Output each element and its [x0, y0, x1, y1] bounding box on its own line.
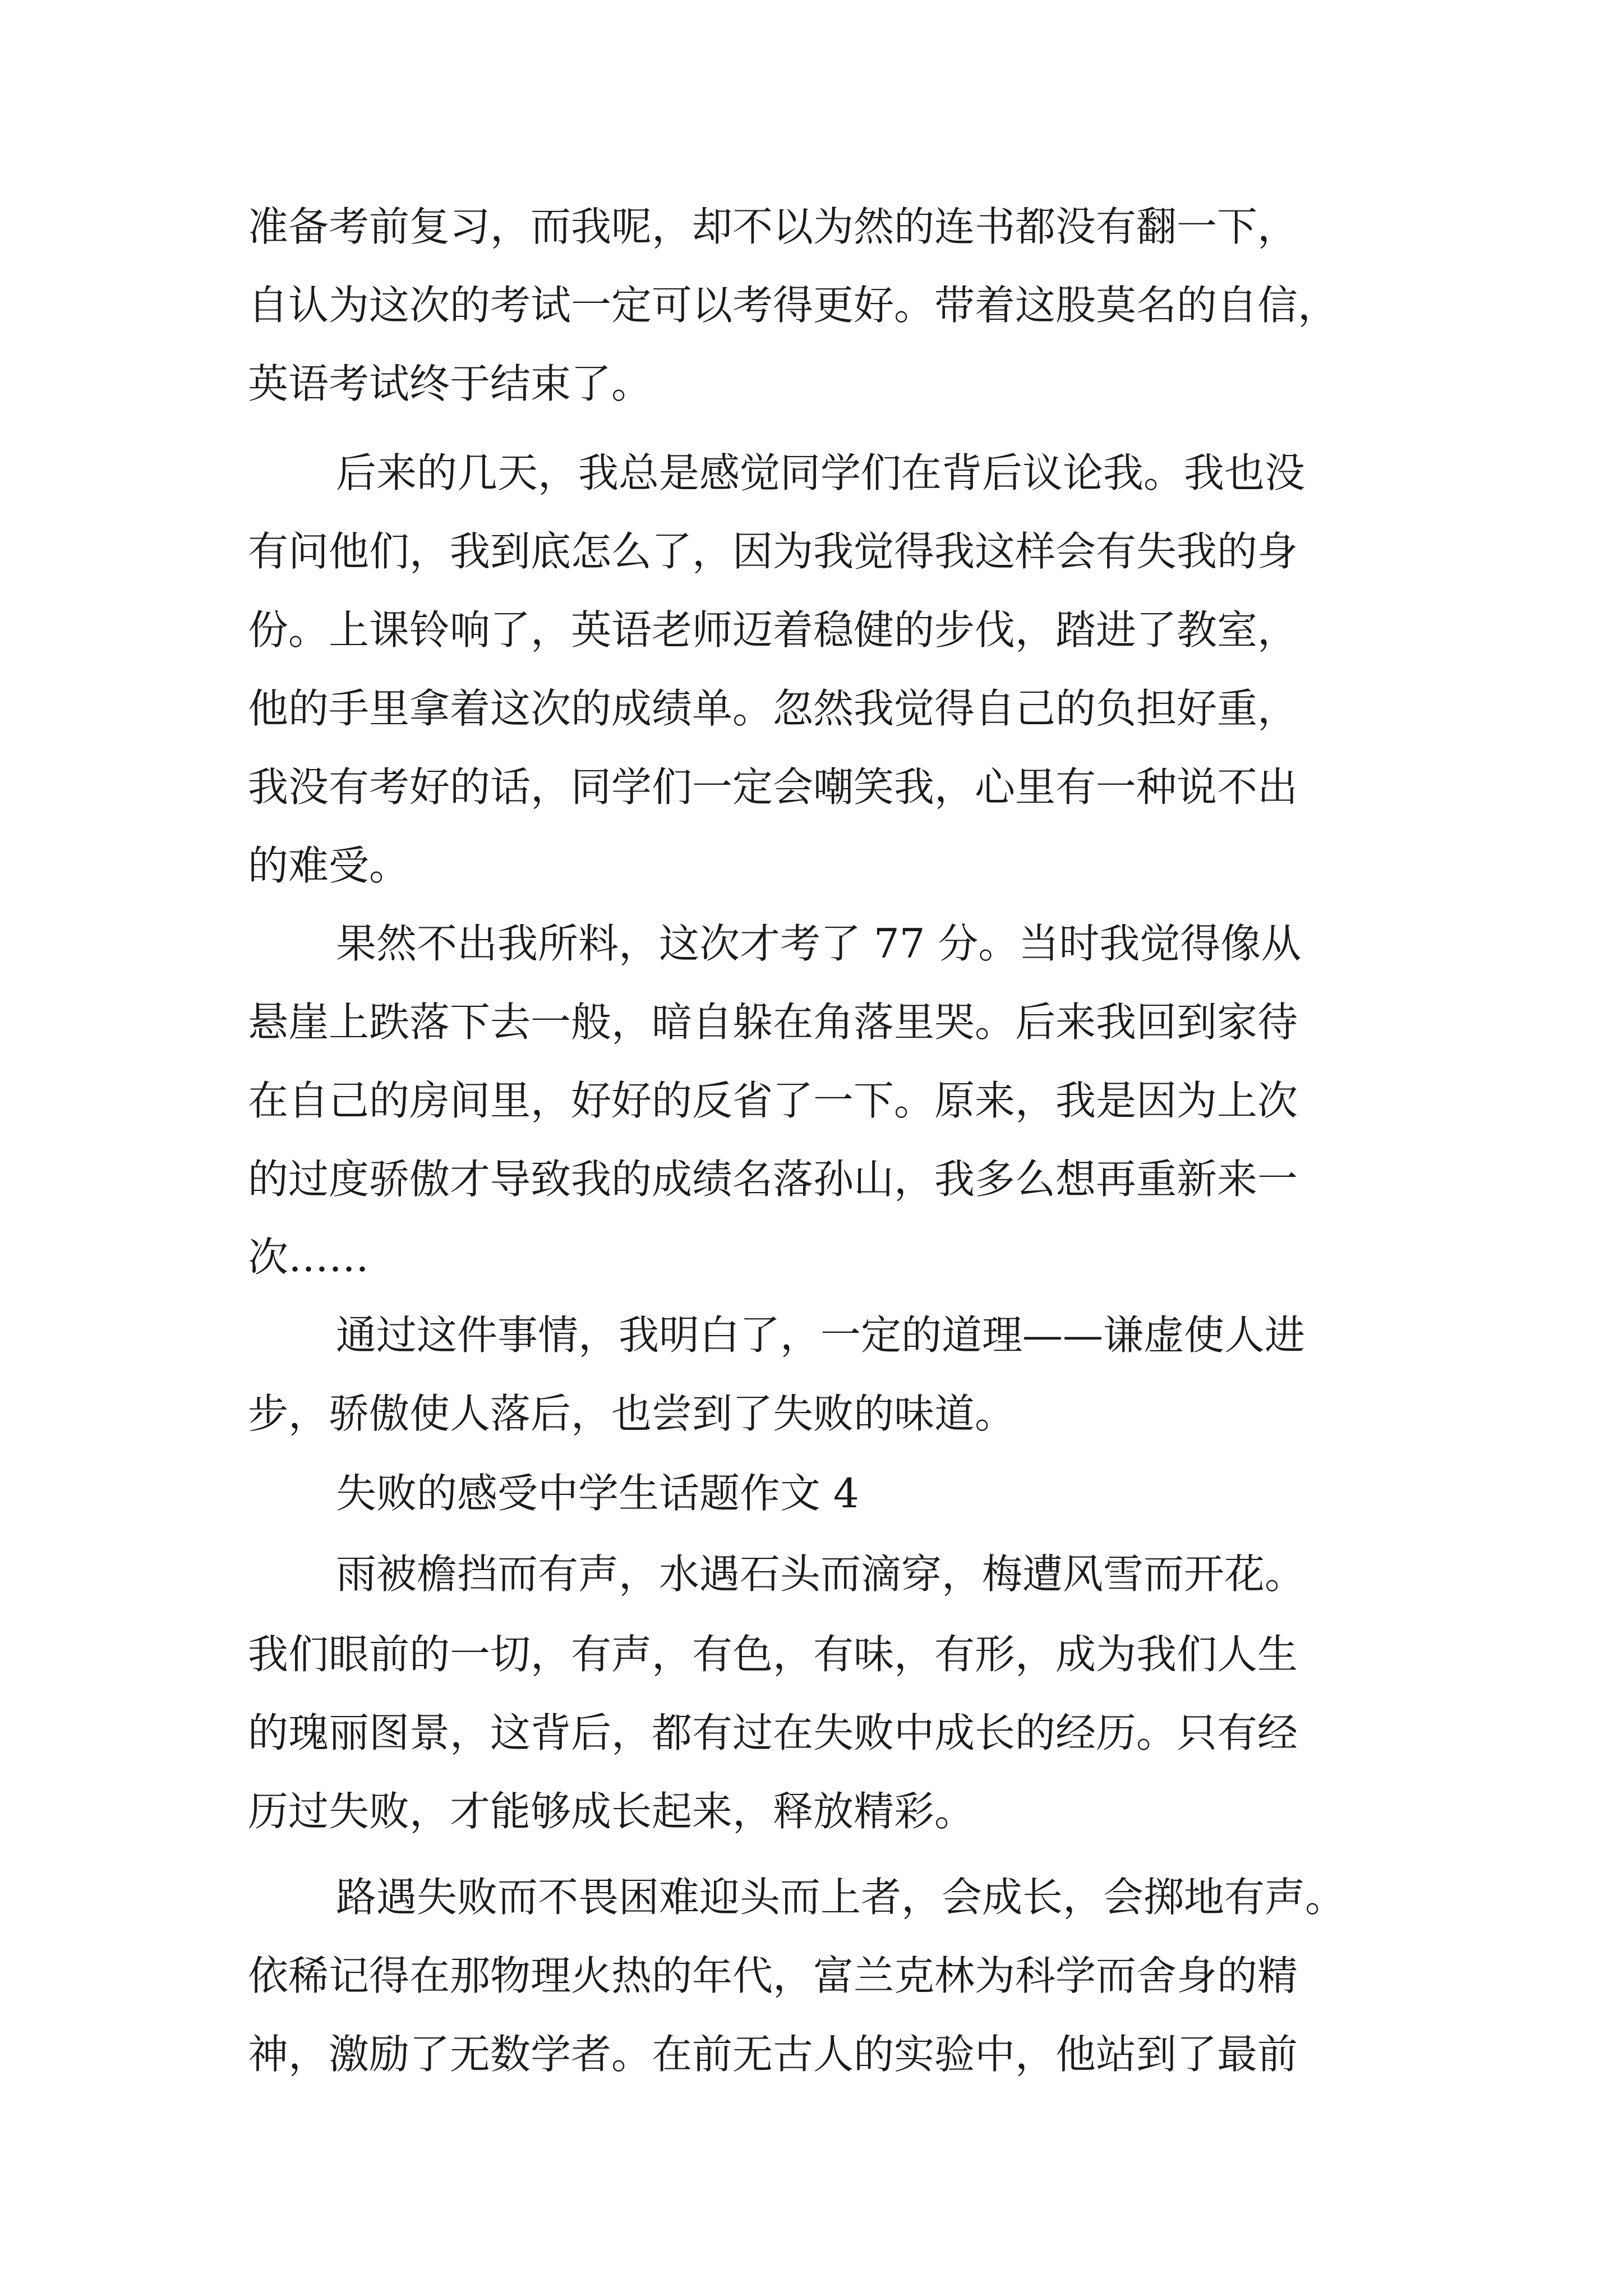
text-line: 准备考前复习，而我呢，却不以为然的连书都没有翻一下， — [248, 203, 1298, 250]
text-line: 我们眼前的一切，有声，有色，有味，有形，成为我们人生 — [248, 1631, 1298, 1678]
text-line: 他的手里拿着这次的成绩单。忽然我觉得自己的负担好重， — [248, 685, 1298, 732]
text-line: 的过度骄傲才导致我的成绩名落孙山，我多么想再重新来一 — [248, 1156, 1298, 1203]
text-line: 神，激励了无数学者。在前无古人的实验中，他站到了最前 — [248, 2031, 1298, 2078]
text-line: 在自己的房间里，好好的反省了一下。原来，我是因为上次 — [248, 1077, 1298, 1124]
essay-heading: 失败的感受中学生话题作文 4 — [336, 1470, 859, 1517]
text-line: 悬崖上跌落下去一般，暗自躲在角落里哭。后来我回到家待 — [248, 999, 1298, 1046]
text-line: 的瑰丽图景，这背后，都有过在失败中成长的经历。只有经 — [248, 1709, 1298, 1756]
text-line: 次…… — [248, 1234, 370, 1281]
text-line: 的难受。 — [248, 842, 410, 889]
text-line: 有问他们，我到底怎么了，因为我觉得我这样会有失我的身 — [248, 528, 1298, 575]
text-line: 果然不出我所料，这次才考了 77 分。当时我觉得像从 — [336, 920, 1302, 967]
text-line: 我没有考好的话，同学们一定会嘲笑我，心里有一种说不出 — [248, 763, 1298, 811]
text-line: 历过失败，才能够成长起来，释放精彩。 — [248, 1788, 975, 1835]
text-line: 通过这件事情，我明白了，一定的道理——谦虚使人进 — [336, 1312, 1306, 1359]
text-line: 后来的几天，我总是感觉同学们在背后议论我。我也没 — [336, 449, 1306, 496]
text-line: 依稀记得在那物理火热的年代，富兰克林为科学而舍身的精 — [248, 1952, 1298, 1999]
text-line: 步，骄傲使人落后，也尝到了失败的味道。 — [248, 1390, 1016, 1437]
text-line: 路遇失败而不畏困难迎头而上者，会成长，会掷地有声。 — [336, 1874, 1346, 1921]
text-line: 雨被檐挡而有声，水遇石头而滴穿，梅遭风雪而开花。 — [336, 1550, 1306, 1598]
text-line: 英语考试终于结束了。 — [248, 360, 652, 407]
text-line: 自认为这次的考试一定可以考得更好。带着这股莫名的自信， — [248, 282, 1339, 329]
text-line: 份。上课铃响了，英语老师迈着稳健的步伐，踏进了教室， — [248, 606, 1298, 654]
